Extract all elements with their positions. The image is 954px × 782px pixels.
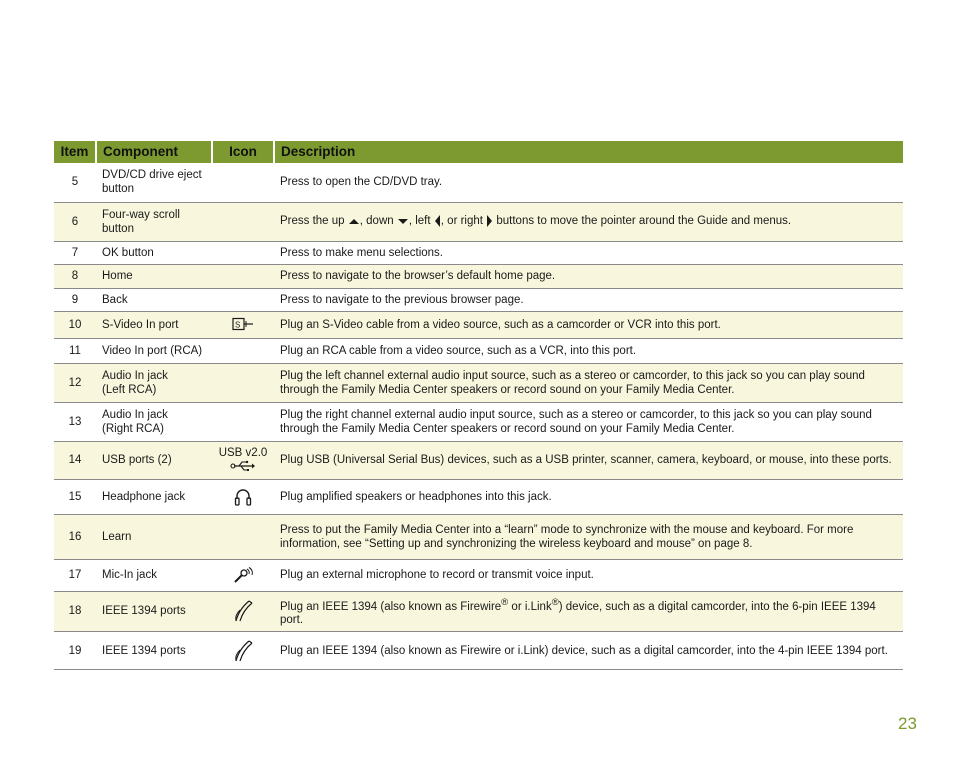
item-number: 11: [54, 338, 96, 363]
component-line: Audio In jack: [102, 369, 168, 382]
component-name: Mic-In jack: [96, 559, 212, 591]
description-part: or i.Link: [508, 600, 552, 613]
table-row: [54, 264, 903, 288]
component-name: S-Video In port: [96, 311, 212, 338]
registered-mark: ®: [551, 596, 559, 608]
component-name: Video In port (RCA): [96, 338, 212, 363]
item-number: 6: [54, 202, 96, 241]
microphone-icon: [232, 566, 254, 584]
header-description: Description: [274, 141, 903, 163]
header-icon: Icon: [212, 141, 274, 163]
icon-cell: [212, 363, 274, 402]
item-number: 18: [54, 591, 96, 632]
header-item: Item: [54, 141, 96, 163]
description-part: Press the up: [280, 215, 348, 228]
table-row: [54, 363, 903, 402]
component-name: Home: [96, 264, 212, 288]
description: Plug an external microphone to record or transmit voice input.: [274, 559, 903, 591]
left-arrow-icon: [434, 214, 441, 228]
table-row: [54, 441, 903, 479]
icon-cell: [212, 559, 274, 591]
item-number: 7: [54, 241, 96, 264]
description: [274, 202, 903, 241]
description: Press to navigate to the previous browser page.: [274, 288, 903, 311]
description: Plug the left channel external audio input source, such as a stereo or camcorder, to this jack so you can play sound through the Family Media Center speakers or record sound on your Family Media Center.: [274, 363, 903, 402]
icon-cell: [212, 288, 274, 311]
item-number: 19: [54, 632, 96, 670]
icon-cell: [212, 402, 274, 441]
down-arrow-icon: [397, 217, 409, 225]
item-number: 13: [54, 402, 96, 441]
component-name: Learn: [96, 514, 212, 559]
svg-text:S: S: [235, 320, 241, 330]
component-line: (Left RCA): [102, 383, 157, 396]
item-number: 8: [54, 264, 96, 288]
icon-cell: [212, 632, 274, 670]
description: Press to open the CD/DVD tray.: [274, 163, 903, 202]
table-row: [54, 288, 903, 311]
item-number: 5: [54, 163, 96, 202]
description: Plug an S-Video cable from a video source, such as a camcorder or VCR into this port.: [274, 311, 903, 338]
description: Plug the right channel external audio input source, such as a stereo or camcorder, to this jack so you can play sound through the Family Media Center speakers or record sound on your Family Media Center.: [274, 402, 903, 441]
component-name: DVD/CD drive eject button: [96, 163, 212, 202]
icon-cell: [212, 202, 274, 241]
item-number: 9: [54, 288, 96, 311]
header-component: Component: [96, 141, 212, 163]
component-name: USB ports (2): [96, 441, 212, 479]
component-name: [96, 363, 212, 402]
usb-icon: [230, 460, 256, 472]
table-row: [54, 338, 903, 363]
icon-cell: [212, 311, 274, 338]
component-name: IEEE 1394 ports: [96, 591, 212, 632]
item-number: 16: [54, 514, 96, 559]
item-number: 12: [54, 363, 96, 402]
up-arrow-icon: [348, 217, 360, 225]
icon-cell: [212, 163, 274, 202]
component-name: Back: [96, 288, 212, 311]
icon-cell: [212, 338, 274, 363]
table-row: [54, 479, 903, 514]
description: Plug an RCA cable from a video source, such as a VCR, into this port.: [274, 338, 903, 363]
table-row: [54, 559, 903, 591]
item-number: 14: [54, 441, 96, 479]
page-number: 23: [898, 714, 917, 733]
component-name: Headphone jack: [96, 479, 212, 514]
icon-cell: [212, 591, 274, 632]
description: Plug USB (Universal Serial Bus) devices, such as a USB printer, scanner, camera, keyboard, or mouse, into these ports.: [274, 441, 903, 479]
description-part: buttons to move the pointer around the Guide and menus.: [493, 215, 792, 228]
s-video-icon: [232, 317, 254, 331]
table-row: [54, 514, 903, 559]
component-table: [54, 141, 903, 670]
description-part: , down: [359, 215, 397, 228]
table-row: [54, 591, 903, 632]
usb-version-label: USB v2.0: [218, 446, 268, 459]
description-part: ) device, such as a digital camcorder, into the 6-pin IEEE 1394 port.: [280, 600, 876, 627]
firewire-icon: [232, 599, 254, 623]
component-name: OK button: [96, 241, 212, 264]
registered-mark: ®: [501, 596, 509, 608]
table-row: [54, 163, 903, 202]
description: [274, 591, 903, 632]
icon-cell: [212, 241, 274, 264]
headphone-icon: [234, 487, 252, 507]
table-row: [54, 632, 903, 670]
table-row: [54, 202, 903, 241]
table-row: [54, 311, 903, 338]
icon-cell: [212, 479, 274, 514]
component-line: (Right RCA): [102, 422, 164, 435]
icon-cell: [212, 264, 274, 288]
description: Press to navigate to the browser’s default home page.: [274, 264, 903, 288]
component-name: [96, 402, 212, 441]
table-row: [54, 241, 903, 264]
description-part: Plug an IEEE 1394 (also known as Firewire: [280, 600, 502, 613]
icon-cell: [212, 514, 274, 559]
description: Press to make menu selections.: [274, 241, 903, 264]
description-part: , or right: [440, 215, 487, 228]
table-row: [54, 402, 903, 441]
component-line: Audio In jack: [102, 408, 168, 421]
item-number: 15: [54, 479, 96, 514]
description: Plug an IEEE 1394 (also known as Firewire or i.Link) device, such as a digital camcorder, into the 4-pin IEEE 1394 port.: [274, 632, 903, 670]
icon-cell: [212, 441, 274, 479]
item-number: 10: [54, 311, 96, 338]
item-number: 17: [54, 559, 96, 591]
firewire-icon: [232, 639, 254, 663]
table-header-row: [54, 141, 903, 163]
component-name: Four-way scroll button: [96, 202, 212, 241]
description: Plug amplified speakers or headphones into this jack.: [274, 479, 903, 514]
description: Press to put the Family Media Center into a “learn” mode to synchronize with the mouse and keyboard. For more information, see “Setting up and synchronizing the wireless keyboard and mouse” on page 8.: [274, 514, 903, 559]
component-name: IEEE 1394 ports: [96, 632, 212, 670]
description-part: , left: [408, 215, 434, 228]
